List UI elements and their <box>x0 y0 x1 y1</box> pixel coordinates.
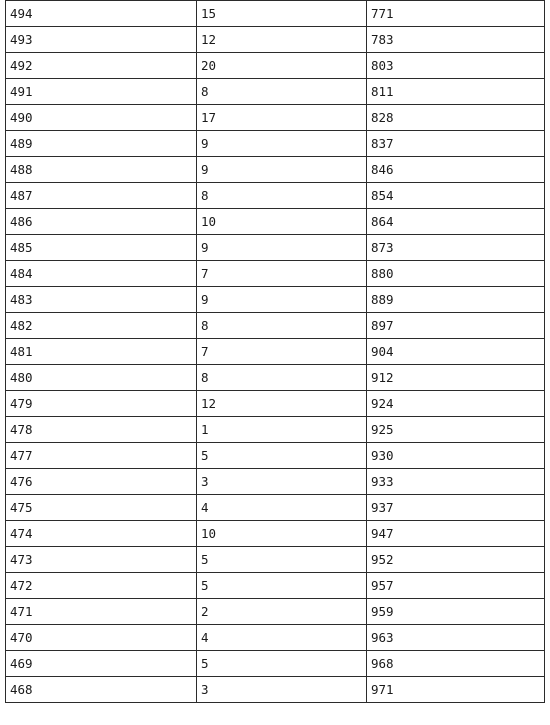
score-cell: 477 <box>6 443 197 469</box>
count-cell: 8 <box>197 79 367 105</box>
count-cell: 8 <box>197 183 367 209</box>
cumulative-cell: 803 <box>367 53 545 79</box>
table-row <box>6 625 545 651</box>
count-cell: 17 <box>197 105 367 131</box>
count-cell: 5 <box>197 651 367 677</box>
cumulative-cell: 947 <box>367 521 545 547</box>
table-row <box>6 521 545 547</box>
table-row <box>6 547 545 573</box>
score-cell: 471 <box>6 599 197 625</box>
cumulative-cell: 873 <box>367 235 545 261</box>
count-cell: 1 <box>197 417 367 443</box>
table-row <box>6 339 545 365</box>
cumulative-cell: 854 <box>367 183 545 209</box>
score-cell: 478 <box>6 417 197 443</box>
cumulative-cell: 968 <box>367 651 545 677</box>
table-row <box>6 157 545 183</box>
count-cell: 10 <box>197 521 367 547</box>
table-body <box>6 1 545 703</box>
table-row <box>6 651 545 677</box>
count-cell: 7 <box>197 261 367 287</box>
table-row <box>6 209 545 235</box>
cumulative-cell: 924 <box>367 391 545 417</box>
cumulative-cell: 889 <box>367 287 545 313</box>
cumulative-cell: 880 <box>367 261 545 287</box>
score-cell: 485 <box>6 235 197 261</box>
cumulative-cell: 897 <box>367 313 545 339</box>
score-cell: 484 <box>6 261 197 287</box>
table-row <box>6 183 545 209</box>
count-cell: 20 <box>197 53 367 79</box>
score-cell: 479 <box>6 391 197 417</box>
score-cell: 490 <box>6 105 197 131</box>
table-row <box>6 79 545 105</box>
count-cell: 5 <box>197 443 367 469</box>
score-cell: 468 <box>6 677 197 703</box>
count-cell: 5 <box>197 547 367 573</box>
table-row <box>6 287 545 313</box>
count-cell: 9 <box>197 235 367 261</box>
count-cell: 7 <box>197 339 367 365</box>
table-row <box>6 105 545 131</box>
cumulative-cell: 963 <box>367 625 545 651</box>
table-row <box>6 53 545 79</box>
count-cell: 8 <box>197 365 367 391</box>
count-cell: 2 <box>197 599 367 625</box>
count-cell: 12 <box>197 27 367 53</box>
score-cell: 482 <box>6 313 197 339</box>
score-cell: 488 <box>6 157 197 183</box>
score-cell: 475 <box>6 495 197 521</box>
cumulative-cell: 912 <box>367 365 545 391</box>
count-cell: 4 <box>197 625 367 651</box>
table-row <box>6 495 545 521</box>
cumulative-cell: 771 <box>367 1 545 27</box>
score-cell: 469 <box>6 651 197 677</box>
table-row <box>6 443 545 469</box>
score-cell: 494 <box>6 1 197 27</box>
cumulative-cell: 811 <box>367 79 545 105</box>
cumulative-cell: 952 <box>367 547 545 573</box>
cumulative-cell: 904 <box>367 339 545 365</box>
score-cell: 491 <box>6 79 197 105</box>
count-cell: 4 <box>197 495 367 521</box>
score-cell: 480 <box>6 365 197 391</box>
count-cell: 5 <box>197 573 367 599</box>
cumulative-cell: 783 <box>367 27 545 53</box>
table-row <box>6 391 545 417</box>
count-cell: 3 <box>197 677 367 703</box>
table-row <box>6 599 545 625</box>
count-cell: 10 <box>197 209 367 235</box>
score-cell: 483 <box>6 287 197 313</box>
score-cell: 489 <box>6 131 197 157</box>
score-cell: 472 <box>6 573 197 599</box>
cumulative-cell: 837 <box>367 131 545 157</box>
score-cell: 493 <box>6 27 197 53</box>
cumulative-cell: 933 <box>367 469 545 495</box>
table-row <box>6 677 545 703</box>
cumulative-cell: 828 <box>367 105 545 131</box>
count-cell: 9 <box>197 287 367 313</box>
table-row <box>6 27 545 53</box>
cumulative-cell: 937 <box>367 495 545 521</box>
score-cell: 470 <box>6 625 197 651</box>
cumulative-cell: 957 <box>367 573 545 599</box>
cumulative-cell: 959 <box>367 599 545 625</box>
table-row <box>6 261 545 287</box>
table-row <box>6 469 545 495</box>
score-cell: 481 <box>6 339 197 365</box>
table-row <box>6 313 545 339</box>
cumulative-cell: 925 <box>367 417 545 443</box>
count-cell: 9 <box>197 157 367 183</box>
score-table <box>5 0 545 703</box>
score-cell: 476 <box>6 469 197 495</box>
count-cell: 8 <box>197 313 367 339</box>
table-row <box>6 1 545 27</box>
table-row <box>6 573 545 599</box>
cumulative-cell: 971 <box>367 677 545 703</box>
table-row <box>6 417 545 443</box>
score-cell: 487 <box>6 183 197 209</box>
table-row <box>6 235 545 261</box>
cumulative-cell: 930 <box>367 443 545 469</box>
table-row <box>6 365 545 391</box>
cumulative-cell: 864 <box>367 209 545 235</box>
count-cell: 3 <box>197 469 367 495</box>
table-row <box>6 131 545 157</box>
score-cell: 473 <box>6 547 197 573</box>
score-cell: 492 <box>6 53 197 79</box>
count-cell: 15 <box>197 1 367 27</box>
count-cell: 12 <box>197 391 367 417</box>
count-cell: 9 <box>197 131 367 157</box>
cumulative-cell: 846 <box>367 157 545 183</box>
score-cell: 474 <box>6 521 197 547</box>
score-cell: 486 <box>6 209 197 235</box>
